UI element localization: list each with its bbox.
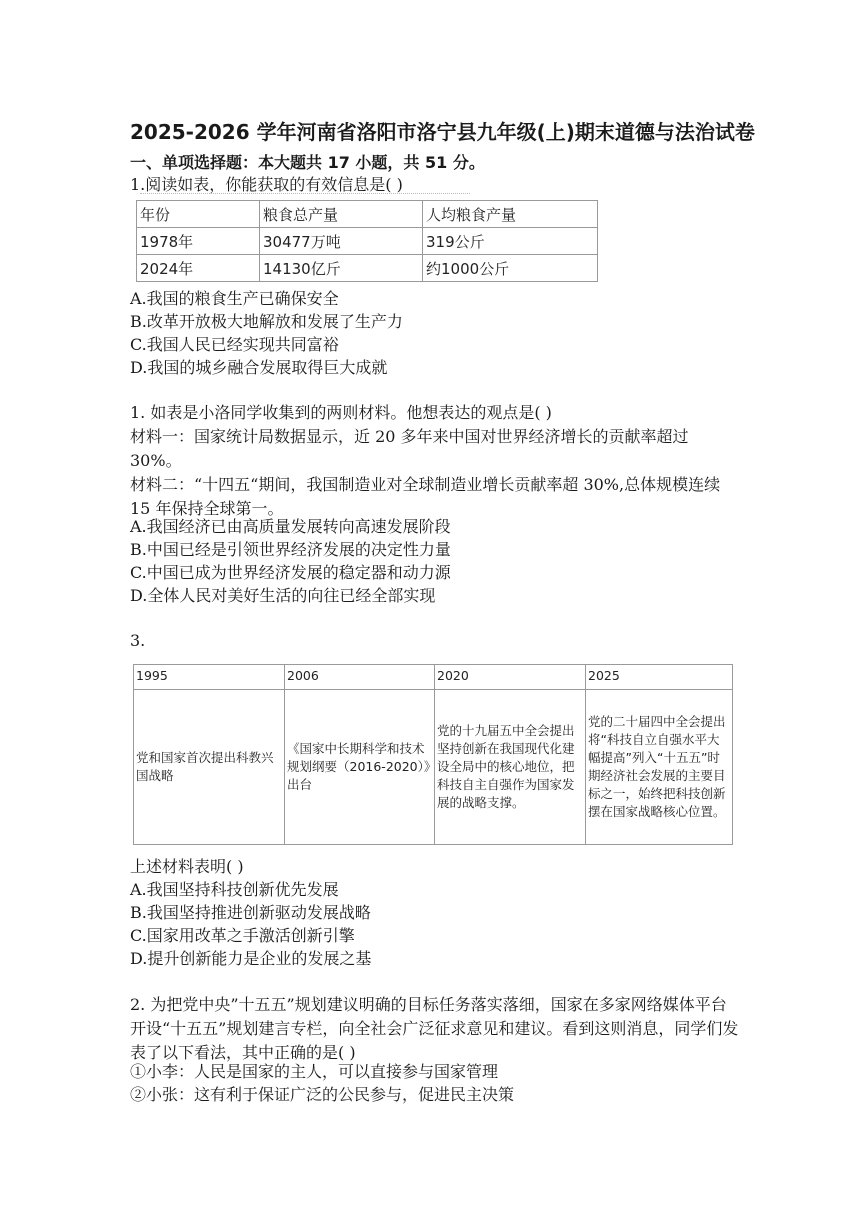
scan-artifact xyxy=(140,193,470,198)
q2-option-d: D.全体人民对美好生活的向往已经全部实现 xyxy=(130,586,436,605)
q1-option-d: D.我国的城乡融合发展取得巨大成就 xyxy=(130,358,388,377)
table-header-cell: 1995 xyxy=(134,665,285,690)
q3-option-d: D.提升创新能力是企业的发展之基 xyxy=(130,949,372,968)
table-cell: 党的二十届四中全会提出将“科技自立自强水平大幅提高”列入“十五五”时期经济社会发展的主要目标之一，始终把科技创新摆在国家战略核心位置。 xyxy=(586,690,733,845)
section-heading: 一、单项选择题：本大题共 17 小题，共 51 分。 xyxy=(130,153,485,172)
exam-title: 2025-2026 学年河南省洛阳市洛宁县九年级(上)期末道德与法治试卷 xyxy=(130,120,755,144)
q3-number: 3. xyxy=(130,631,146,650)
table-cell: 党和国家首次提出科教兴国战略 xyxy=(134,690,285,845)
q1-table xyxy=(136,200,598,282)
q3-option-b: B.我国坚持推进创新驱动发展战略 xyxy=(130,903,371,922)
q3-stem: 上述材料表明( ) xyxy=(130,857,244,876)
table-header-cell: 人均粮食产量 xyxy=(423,201,598,228)
table-cell: 319公斤 xyxy=(423,228,598,255)
q1-stem: 1.阅读如表，你能获取的有效信息是( ) xyxy=(130,175,403,194)
q4-item-2: ②小张：这有利于保证广泛的公民参与，促进民主决策 xyxy=(130,1085,515,1104)
q3-option-a: A.我国坚持科技创新优先发展 xyxy=(130,880,339,899)
table-header-cell: 2020 xyxy=(435,665,586,690)
table-cell: 1978年 xyxy=(137,228,260,255)
table-cell: 党的十九届五中全会提出坚持创新在我国现代化建设全局中的核心地位，把科技自主自强作为国家发展的战略支撑。 xyxy=(435,690,586,845)
table-cell: 14130亿斤 xyxy=(260,255,423,282)
table-row xyxy=(137,255,598,282)
table-row xyxy=(134,665,733,690)
q2-material-1: 材料一：国家统计局数据显示，近 20 多年来中国对世界经济增长的贡献率超过 30%。 xyxy=(130,427,689,470)
table-cell: 约1000公斤 xyxy=(423,255,598,282)
q2-option-a: A.我国经济已由高质量发展转向高速发展阶段 xyxy=(130,517,451,536)
table-cell: 《国家中长期科学和技术规划纲要（2016-2020）》出台 xyxy=(285,690,435,845)
q2-option-b: B.中国已经是引领世界经济发展的决定性力量 xyxy=(130,540,451,559)
table-row xyxy=(137,201,598,228)
table-cell: 30477万吨 xyxy=(260,228,423,255)
q2-material-2: 材料二：“十四五“期间，我国制造业对全球制造业增长贡献率超 30%,总体规模连续 15 年保持全球第一。 xyxy=(130,475,721,518)
q1-option-a: A.我国的粮食生产已确保安全 xyxy=(130,289,339,308)
table-header-cell: 2025 xyxy=(586,665,733,690)
table-row xyxy=(137,228,598,255)
table-row xyxy=(134,690,733,845)
table-header-cell: 2006 xyxy=(285,665,435,690)
q2-option-c: C.中国已成为世界经济发展的稳定器和动力源 xyxy=(130,563,451,582)
q2-stem: 1. 如表是小洛同学收集到的两则材料。他想表达的观点是( ) xyxy=(130,403,552,422)
table-header-cell: 年份 xyxy=(137,201,260,228)
table-cell: 2024年 xyxy=(137,255,260,282)
q4-item-1: ①小李：人民是国家的主人，可以直接参与国家管理 xyxy=(130,1062,499,1081)
table-header-cell: 粮食总产量 xyxy=(260,201,423,228)
q1-option-b: B.改革开放极大地解放和发展了生产力 xyxy=(130,312,403,331)
q1-option-c: C.我国人民已经实现共同富裕 xyxy=(130,335,339,354)
q3-table xyxy=(133,664,733,845)
q3-option-c: C.国家用改革之手激活创新引擎 xyxy=(130,926,355,945)
q4-stem: 2. 为把党中央”十五五”规划建议明确的目标任务落实落细，国家在多家网络媒体平台开设“十五五”规划建言专栏，向全社会广泛征求意见和建议。看到这则消息，同学们发表了以下看法，其中正确的是( ) xyxy=(130,995,739,1062)
